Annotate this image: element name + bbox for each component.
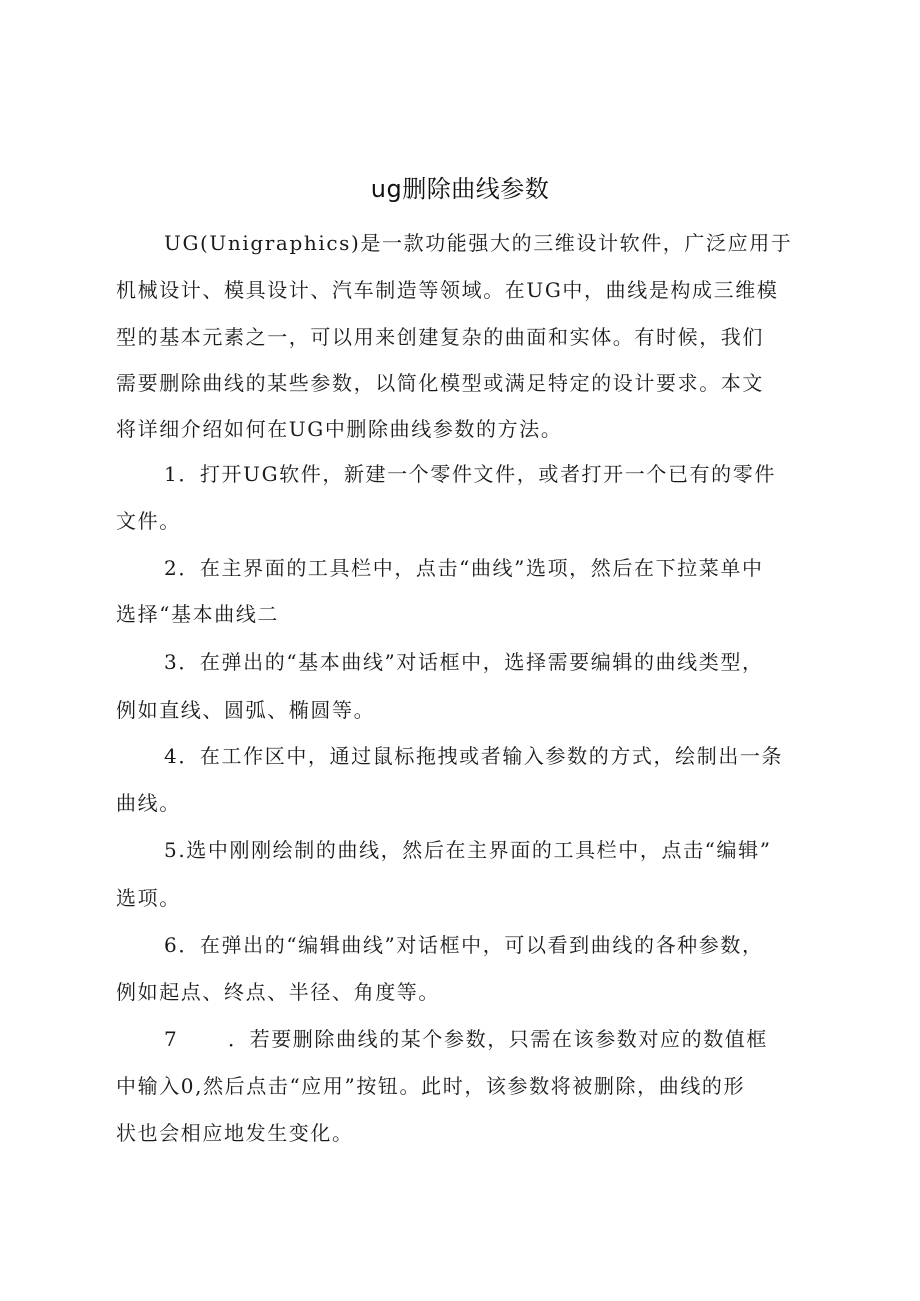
step-7-line: 中输入0,然后点击“应用”按钮。此时，该参数将被删除，曲线的形 <box>116 1074 746 1098</box>
intro-line: 型的基本元素之一，可以用来创建复杂的曲面和实体。有时候，我们 <box>116 325 764 349</box>
step-6-line: 6．在弹出的“编辑曲线”对话框中，可以看到曲线的各种参数， <box>164 933 764 957</box>
step-7-line <box>164 1023 822 1055</box>
intro-line: UG(Unigraphics)是一款功能强大的三维设计软件，广泛应用于 <box>164 231 793 255</box>
step-5-line: 选项。 <box>116 886 181 910</box>
step-1-line: 1．打开UG软件，新建一个零件文件，或者打开一个已有的零件 <box>164 462 776 486</box>
document-title: ug删除曲线参数 <box>370 175 550 203</box>
step-4-line: 曲线。 <box>116 791 181 815</box>
intro-line: 需要删除曲线的某些参数，以简化模型或满足特定的设计要求。本文 <box>116 371 764 395</box>
step-1-line: 文件。 <box>116 509 181 533</box>
step-3-line: 例如直线、圆弧、椭圆等。 <box>116 698 376 722</box>
step-7-line: 状也会相应地发生变化。 <box>116 1121 354 1145</box>
step-7-text: ．若要删除曲线的某个参数，只需在该参数对应的数值框 <box>228 1027 768 1051</box>
step-2-line: 选择“基本曲线二 <box>116 602 280 626</box>
step-2-line: 2．在主界面的工具栏中，点击“曲线”选项，然后在下拉菜单中 <box>164 556 764 580</box>
step-6-line: 例如起点、终点、半径、角度等。 <box>116 980 440 1004</box>
step-3-line: 3．在弹出的“基本曲线”对话框中，选择需要编辑的曲线类型， <box>164 650 764 674</box>
step-4-line: 4．在工作区中，通过鼠标拖拽或者输入参数的方式，绘制出一条 <box>164 744 784 768</box>
step-7-number: 7 <box>164 1027 179 1051</box>
intro-line: 将详细介绍如何在UG中删除曲线参数的方法。 <box>116 417 563 441</box>
step-5-line: 5.选中刚刚绘制的曲线，然后在主界面的工具栏中，点击“编辑” <box>164 838 772 862</box>
intro-line: 机械设计、模具设计、汽车制造等领域。在UG中，曲线是构成三维模 <box>116 278 779 302</box>
